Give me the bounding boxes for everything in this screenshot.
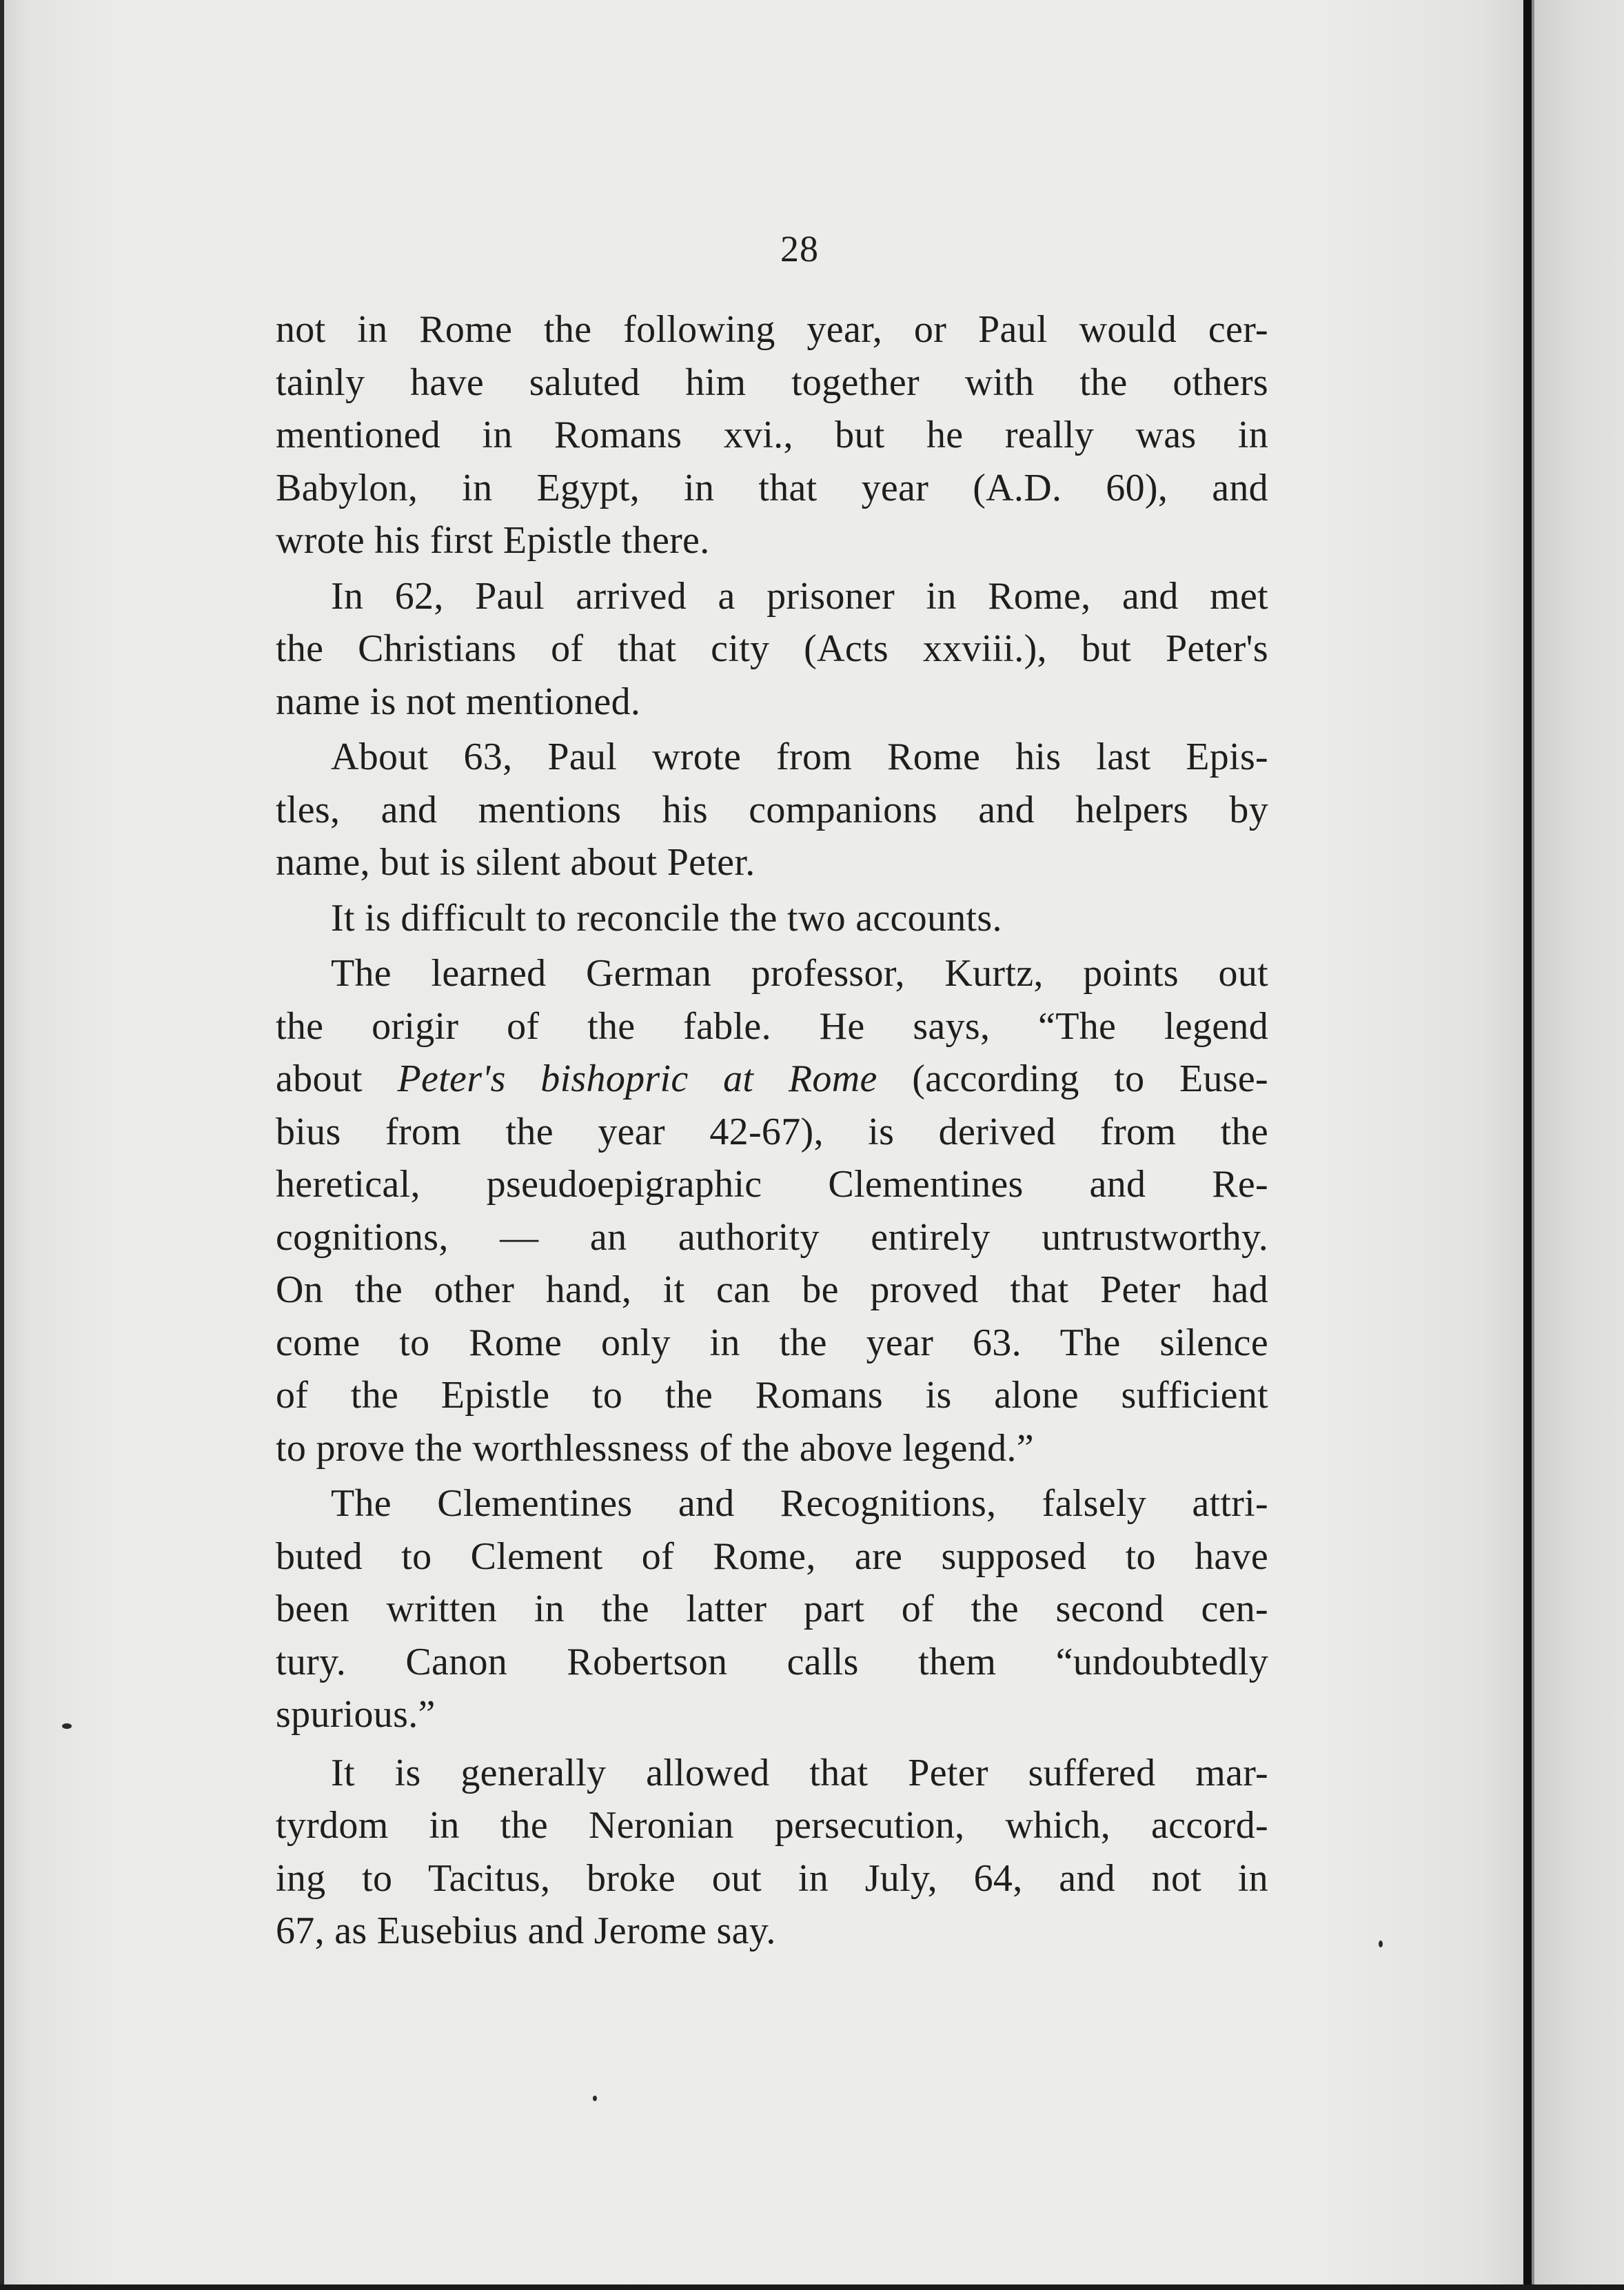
text-line: of the Epistle to the Romans is alone sufficient (276, 1374, 1268, 1417)
text-line: Babylon, in Egypt, in that year (A.D. 60), and (276, 466, 1268, 509)
text-line: ing to Tacitus, broke out in July, 64, and not in (276, 1856, 1268, 1900)
text-line: heretical, pseudoepigraphic Clementines and Re- (276, 1163, 1268, 1206)
text-line: name is not mentioned. (276, 680, 641, 723)
text-line-with-italic (276, 1053, 1268, 1106)
page-bottom-edge (0, 2284, 1624, 2290)
italic-phrase: Peter's bishopric at Rome (397, 1057, 877, 1100)
page-left-edge (0, 0, 4, 2290)
scan-speck (593, 2096, 597, 2101)
text-line: 67, as Eusebius and Jerome say. (276, 1909, 776, 1952)
book-gutter (1523, 0, 1532, 2290)
text-line: been written in the latter part of the second cen- (276, 1588, 1268, 1630)
text-line: tury. Canon Robertson calls them “undoubtedly (276, 1640, 1268, 1683)
text-line: On the other hand, it can be proved that Peter had (276, 1268, 1268, 1311)
text-segment: about (276, 1057, 398, 1100)
text-line: tainly have saluted him together with the others (276, 361, 1268, 404)
facing-page-edge (1532, 0, 1624, 2290)
text-line: buted to Clement of Rome, are supposed to have (276, 1534, 1268, 1578)
text-line: the origir of the fable. He says, “The legend (276, 1004, 1268, 1048)
text-line: tyrdom in the Neronian persecution, which, accord- (276, 1804, 1268, 1847)
facing-page-line (1532, 0, 1534, 2290)
text-line: mentioned in Romans xvi., but he really was in (276, 414, 1268, 456)
scan-speck (1379, 1941, 1383, 1947)
text-line: tles, and mentions his companions and helpers by (276, 788, 1268, 831)
text-line: spurious.” (276, 1693, 436, 1736)
scan-speck (62, 1723, 72, 1729)
text-line: name, but is silent about Peter. (276, 841, 755, 884)
text-line: cognitions, — an authority entirely untrustworthy. (276, 1215, 1268, 1259)
text-line: About 63, Paul wrote from Rome his last Epis- (331, 736, 1268, 778)
text-line: the Christians of that city (Acts xxviii.), but Peter's (276, 627, 1268, 670)
text-line: In 62, Paul arrived a prisoner in Rome, and met (331, 574, 1268, 618)
text-line: It is generally allowed that Peter suffered mar- (331, 1751, 1268, 1794)
text-segment: (according to Euse- (877, 1057, 1269, 1100)
text-line: not in Rome the following year, or Paul would cer- (276, 308, 1268, 351)
text-line: bius from the year 42-67), is derived from the (276, 1110, 1268, 1153)
text-line: The Clementines and Recognitions, falsely attri- (331, 1482, 1268, 1525)
text-line: come to Rome only in the year 63. The silence (276, 1321, 1268, 1364)
text-line: wrote his first Epistle there. (276, 519, 710, 562)
text-line: to prove the worthlessness of the above legend.” (276, 1426, 1034, 1470)
text-line: The learned German professor, Kurtz, points out (331, 952, 1268, 995)
page-number: 28 (780, 228, 819, 270)
text-line: It is difficult to reconcile the two accounts. (331, 896, 1002, 940)
page-body (276, 303, 1268, 1958)
